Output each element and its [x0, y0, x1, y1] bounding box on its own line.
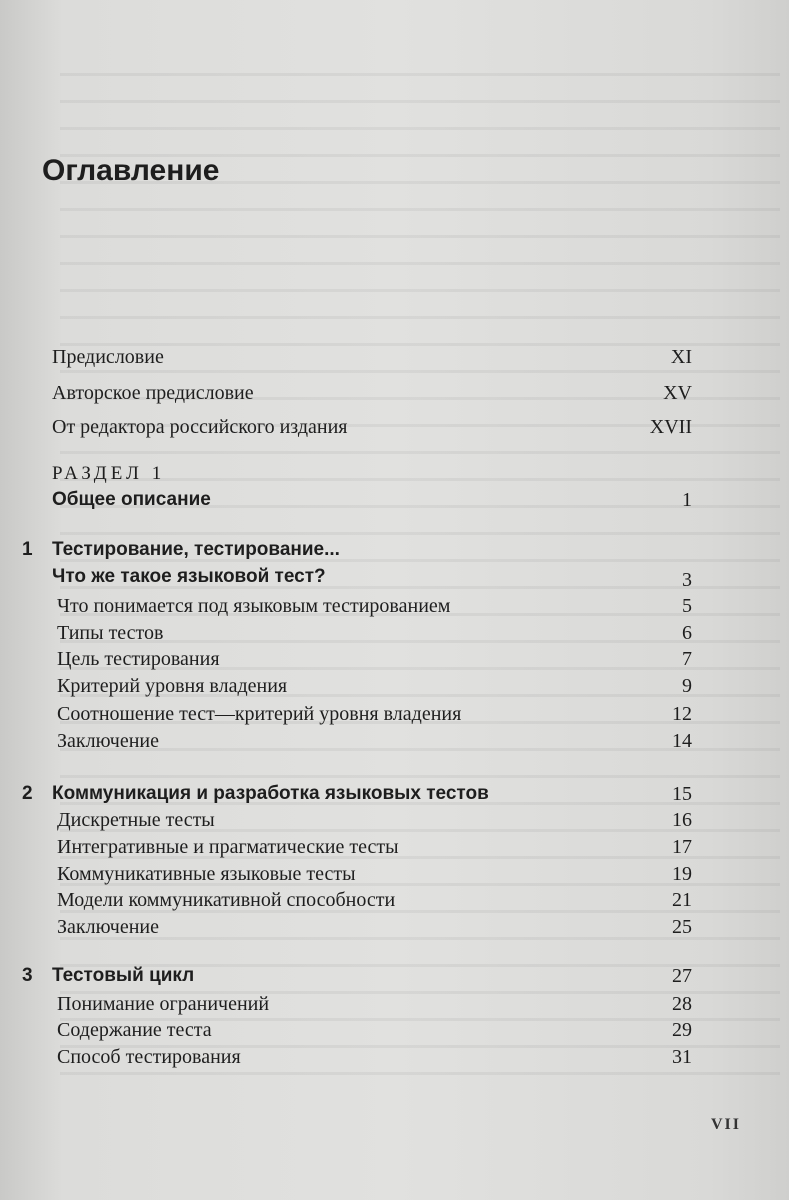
- page-number: XV: [663, 382, 692, 404]
- page-number: 29: [672, 1019, 692, 1041]
- chapter-title: Коммуникация и разработка языковых тестов: [52, 783, 489, 804]
- toc-entry: Заключение: [57, 730, 159, 752]
- toc-entry: Способ тестирования: [57, 1046, 241, 1068]
- page-number: XVII: [649, 416, 692, 438]
- page-number: 31: [672, 1046, 692, 1068]
- page-number: 17: [672, 836, 692, 858]
- toc-entry: Заключение: [57, 916, 159, 938]
- page-number: 12: [672, 703, 692, 725]
- toc-entry: Предисловие: [52, 346, 164, 368]
- page-number: 19: [672, 863, 692, 885]
- toc-entry: Дискретные тесты: [57, 809, 215, 831]
- page-number: 25: [672, 916, 692, 938]
- page-number: 16: [672, 809, 692, 831]
- toc-entry: От редактора российского издания: [52, 416, 348, 438]
- page-number: 9: [682, 675, 692, 697]
- toc-entry: Понимание ограничений: [57, 993, 270, 1015]
- page-number: 5: [682, 595, 692, 617]
- page-number: 14: [672, 730, 692, 752]
- chapter-number: 3: [22, 965, 33, 986]
- toc-entry: Коммуникативные языковые тесты: [57, 863, 356, 885]
- toc-entry: Соотношение тест—критерий уровня владения: [57, 703, 462, 725]
- toc-entry: Критерий уровня владения: [57, 675, 288, 697]
- toc-entry: Авторское предисловие: [52, 382, 254, 404]
- folio-page-number: VII: [710, 1116, 741, 1133]
- chapter-number: 2: [22, 783, 33, 804]
- toc-entry: Модели коммуникативной способности: [57, 889, 396, 911]
- page-number: 28: [672, 993, 692, 1015]
- page-title: Оглавление: [42, 154, 220, 187]
- toc-entry: Типы тестов: [57, 622, 164, 644]
- page-number: 1: [682, 489, 692, 511]
- chapter-title: Тестовый цикл: [52, 965, 195, 986]
- page-number: 6: [682, 622, 692, 644]
- toc-entry: Цель тестирования: [57, 648, 220, 670]
- toc-entry: Содержание теста: [57, 1019, 212, 1041]
- page-number: 3: [682, 569, 692, 591]
- chapter-number: 1: [22, 539, 33, 560]
- chapter-title: Тестирование, тестирование...: [52, 539, 340, 560]
- chapter-title: Что же такое языковой тест?: [52, 566, 326, 587]
- page-number: 7: [682, 648, 692, 670]
- section-label: РАЗДЕЛ 1: [52, 463, 166, 484]
- page-number: XI: [670, 346, 692, 368]
- page-number: 27: [672, 965, 692, 987]
- section-title: Общее описание: [52, 489, 211, 510]
- page-number: 15: [672, 783, 692, 805]
- toc-entry: Что понимается под языковым тестированием: [57, 595, 451, 617]
- page-number: 21: [672, 889, 692, 911]
- toc-entry: Интегративные и прагматические тесты: [57, 836, 399, 858]
